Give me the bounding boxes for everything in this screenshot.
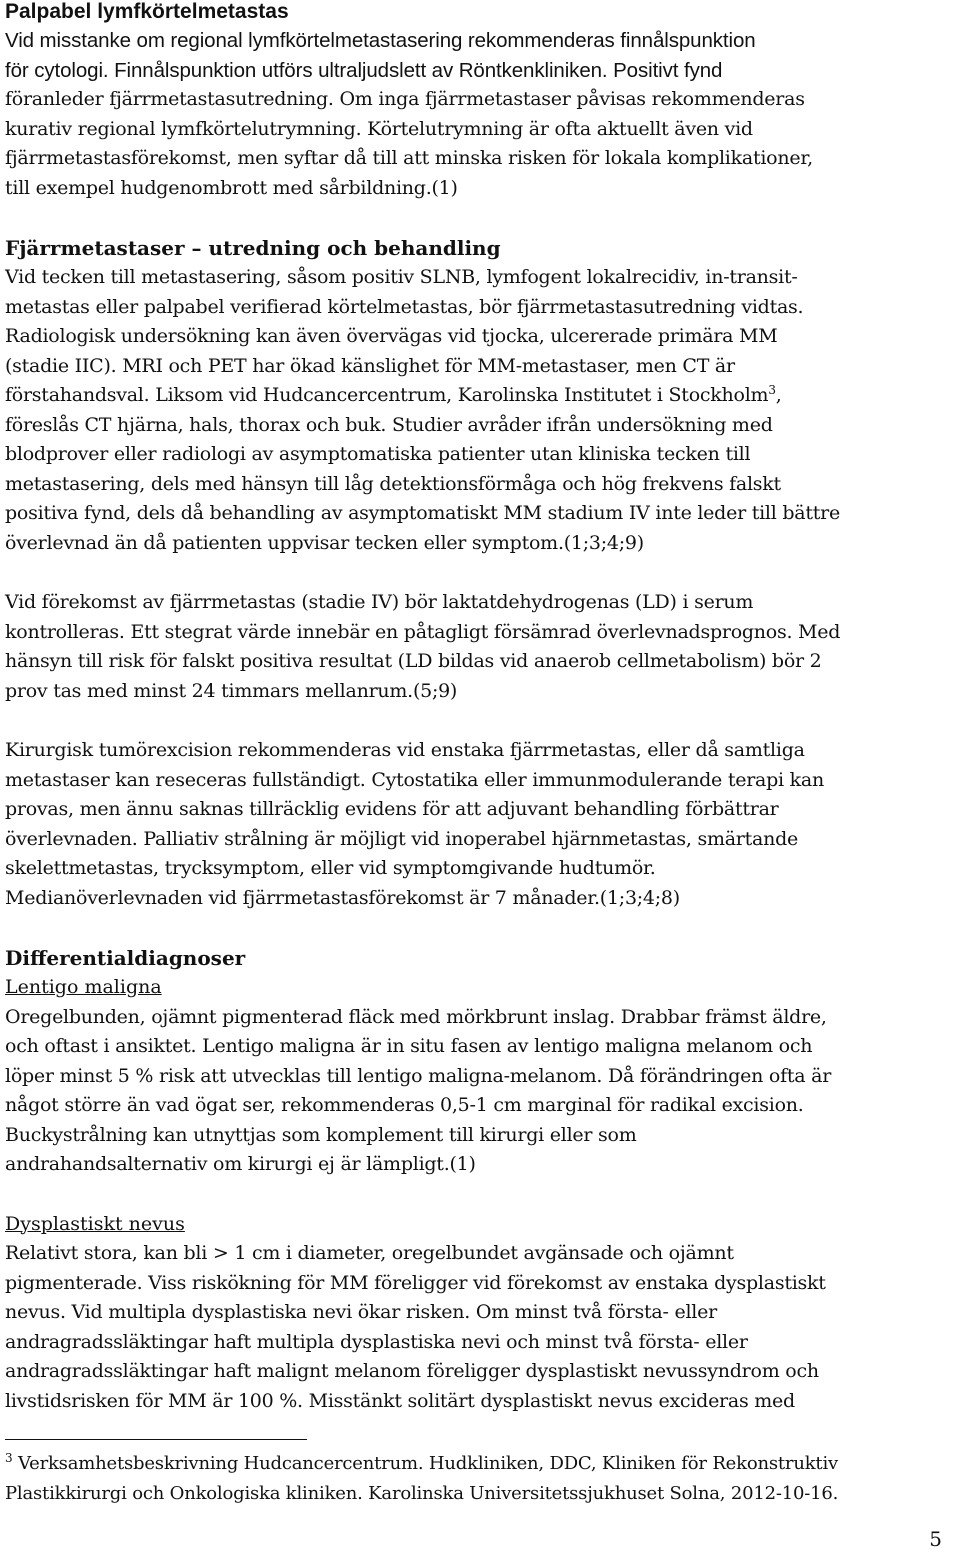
text-line: löper minst 5 % risk att utvecklas till lentigo maligna-melanom. Då förändringen ofta är xyxy=(5,1064,832,1087)
text-segment: , xyxy=(775,384,782,406)
page-number: 5 xyxy=(929,1527,942,1551)
footnote xyxy=(5,1449,838,1479)
section-fjarrmetastaser xyxy=(5,233,955,913)
text-line: fjärrmetastasförekomst, men syftar då till att minska risken för lokala komplikationer, xyxy=(5,147,813,169)
text-line: Vid misstanke om regional lymfkörtelmetastasering rekommenderas finnålspunktion xyxy=(5,29,756,52)
section-palpabel xyxy=(5,0,955,203)
text-line: hänsyn till risk för falskt positiva resultat (LD bildas vid anaerob cellmetabolism) bör 2 xyxy=(5,650,822,672)
text-line: Radiologisk undersökning kan även övervägas vid tjocka, ulcererade primära MM xyxy=(5,325,778,347)
text-line: skelettmetastas, trycksymptom, eller vid symptomgivande hudtumör. xyxy=(5,857,656,879)
text-line: Vid tecken till metastasering, såsom positiv SLNB, lymfogent lokalrecidiv, in-transit- xyxy=(5,266,798,288)
text-line: Kirurgisk tumörexcision rekommenderas vid enstaka fjärrmetastas, eller då samtliga xyxy=(5,739,805,761)
footnote-divider xyxy=(5,1439,307,1440)
text-line: andragradssläktingar haft malignt melanom föreligger dysplastiskt nevussyndrom och xyxy=(5,1360,819,1382)
text-line: (stadie IIC). MRI och PET har ökad känslighet för MM-metastaser, men CT är xyxy=(5,354,735,377)
text-line: föranleder fjärrmetastasutredning. Om inga fjärrmetastaser påvisas rekommenderas xyxy=(5,88,805,110)
text-line: pigmenterade. Viss riskökning för MM föreligger vid förekomst av enstaka dysplastiskt xyxy=(5,1271,826,1294)
text-line: provas, men ännu saknas tillräcklig evidens för att adjuvant behandling förbättrar xyxy=(5,798,779,820)
footnote-text: Plastikkirurgi och Onkologiska kliniken. Karolinska Universitetssjukhuset Solna, 2012-10-16. xyxy=(5,1483,839,1504)
section-heading: Differentialdiagnoser xyxy=(5,946,246,970)
subsection-heading: Dysplastiskt nevus xyxy=(5,1212,185,1235)
text-line: blodprover eller radiologi av asymptomatiska patienter utan kliniska tecken till xyxy=(5,443,751,465)
text-line: prov tas med minst 24 timmars mellanrum.(5;9) xyxy=(5,679,458,702)
footnote-text: Verksamhetsbeskrivning Hudcancercentrum. Hudkliniken, DDC, Kliniken för Rekonstruktiv xyxy=(17,1453,838,1474)
text-line: metastas eller palpabel verifierad körtelmetastas, bör fjärrmetastasutredning vidtas. xyxy=(5,295,804,318)
text-line: föreslås CT hjärna, hals, thorax och buk. Studier avråder ifrån undersökning med xyxy=(5,413,773,436)
text-line: något större än vad ögat ser, rekommenderas 0,5-1 cm marginal för radikal excision. xyxy=(5,1094,804,1116)
text-line: andragradssläktingar haft multipla dysplastiska nevi och minst två första- eller xyxy=(5,1330,748,1353)
section-heading: Fjärrmetastaser – utredning och behandling xyxy=(5,236,501,260)
text-line: Relativt stora, kan bli > 1 cm i diameter, oregelbundet avgänsade och ojämnt xyxy=(5,1242,734,1264)
text-line: Oregelbunden, ojämnt pigmenterad fläck med mörkbrunt inslag. Drabbar främst äldre, xyxy=(5,1005,827,1028)
text-line: kontrolleras. Ett stegrat värde innebär en påtagligt försämrad överlevnadsprognos. Med xyxy=(5,620,841,643)
footnote-continued xyxy=(5,1479,838,1509)
text-line: positiva fynd, dels då behandling av asymptomatiskt MM stadium IV inte leder till bättre xyxy=(5,502,840,524)
text-segment: förstahandsval. Liksom vid Hudcancercentrum, Karolinska Institutet i Stockholm xyxy=(5,384,769,406)
text-line: nevus. Vid multipla dysplastiska nevi ökar risken. Om minst två första- eller xyxy=(5,1301,717,1323)
text-line: Buckystrålning kan utnyttjas som komplement till kirurgi eller som xyxy=(5,1123,637,1146)
text-line xyxy=(5,381,955,411)
section-differentialdiagnoser xyxy=(5,943,955,1416)
footnote-mark: 3 xyxy=(5,1451,13,1465)
text-line: överlevnaden. Palliativ strålning är möjligt vid inoperabel hjärnmetastas, smärtande xyxy=(5,827,798,850)
text-line: till exempel hudgenombrott med sårbildning.(1) xyxy=(5,176,458,199)
text-line: Vid förekomst av fjärrmetastas (stadie IV) bör laktatdehydrogenas (LD) i serum xyxy=(5,591,754,613)
text-line: metastasering, dels med hänsyn till låg detektionsförmåga och hög frekvens falskt xyxy=(5,472,781,495)
section-heading: Palpabel lymfkörtelmetastas xyxy=(5,0,289,23)
text-line: metastaser kan reseceras fullständigt. Cytostatika eller immunmodulerande terapi kan xyxy=(5,768,824,791)
text-line: Medianöverlevnaden vid fjärrmetastasförekomst är 7 månader.(1;3;4;8) xyxy=(5,886,680,909)
text-line: för cytologi. Finnålspunktion utförs ultraljudslett av Röntkenkliniken. Positivt fynd xyxy=(5,58,723,82)
document-page xyxy=(5,0,955,1416)
text-line: livstidsrisken för MM är 100 %. Misstänkt solitärt dysplastiskt nevus excideras med xyxy=(5,1389,795,1412)
text-line: överlevnad än då patienten uppvisar tecken eller symptom.(1;3;4;9) xyxy=(5,531,644,554)
footnote-ref: 3 xyxy=(768,383,776,397)
text-line: och oftast i ansiktet. Lentigo maligna är in situ fasen av lentigo maligna melanom och xyxy=(5,1035,813,1057)
subsection-heading: Lentigo maligna xyxy=(5,976,162,998)
text-line: kurativ regional lymfkörtelutrymning. Körtelutrymning är ofta aktuellt även vid xyxy=(5,117,753,140)
text-line: andrahandsalternativ om kirurgi ej är lämpligt.(1) xyxy=(5,1153,476,1175)
